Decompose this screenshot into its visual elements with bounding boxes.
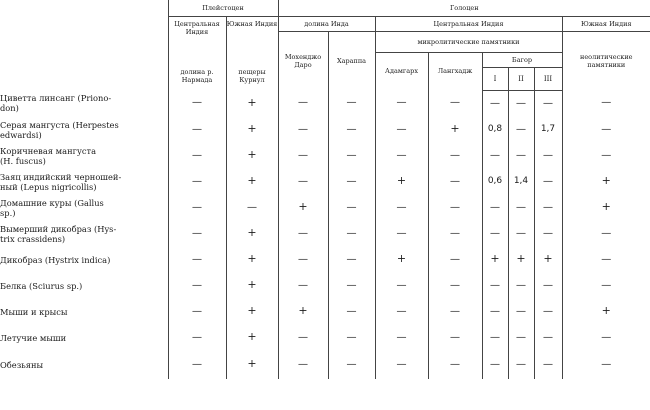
header-harappa: Хараппа xyxy=(328,32,375,91)
data-cell xyxy=(534,90,562,117)
data-cell xyxy=(168,221,226,247)
data-cell xyxy=(226,117,278,143)
data-cell xyxy=(482,169,508,195)
absent-mark: — xyxy=(298,175,308,187)
data-cell xyxy=(375,195,428,221)
data-cell xyxy=(328,221,375,247)
data-cell xyxy=(278,169,328,195)
data-cell xyxy=(226,299,278,325)
data-cell xyxy=(168,351,226,379)
absent-mark: — xyxy=(346,279,357,291)
present-mark: + xyxy=(247,330,257,343)
absent-mark: — xyxy=(346,305,357,317)
data-cell xyxy=(168,247,226,273)
header-bagor-2: II xyxy=(508,67,534,90)
present-mark: + xyxy=(298,200,308,213)
present-mark: + xyxy=(298,304,308,317)
data-cell xyxy=(562,351,650,379)
absent-mark: — xyxy=(192,175,202,187)
data-cell xyxy=(375,143,428,169)
species-name xyxy=(0,299,168,325)
header-bagor-3: III xyxy=(534,67,562,90)
data-cell xyxy=(328,117,375,143)
absent-mark: — xyxy=(396,201,407,213)
data-cell xyxy=(534,117,562,143)
absent-mark: — xyxy=(516,201,526,213)
absent-mark: — xyxy=(192,358,202,370)
data-cell xyxy=(534,221,562,247)
absent-mark: — xyxy=(543,279,553,291)
data-cell xyxy=(168,299,226,325)
data-cell xyxy=(534,351,562,379)
species-name-line: Дикобраз (Hystrix indica) xyxy=(0,254,111,265)
present-mark: + xyxy=(247,226,257,239)
data-cell xyxy=(562,247,650,273)
absent-mark: — xyxy=(192,97,202,109)
species-name-line: Вымерший дикобраз (Hys- xyxy=(0,223,117,234)
data-cell xyxy=(534,273,562,299)
species-name-line: Летучие мыши xyxy=(0,332,67,343)
data-cell xyxy=(562,221,650,247)
absent-mark: — xyxy=(490,149,500,161)
data-cell xyxy=(278,117,328,143)
data-cell xyxy=(168,325,226,351)
table-row xyxy=(0,221,650,247)
header-bagor: Багор xyxy=(482,52,562,67)
data-cell xyxy=(375,247,428,273)
data-cell xyxy=(226,351,278,379)
absent-mark: — xyxy=(247,201,257,213)
absent-mark: — xyxy=(396,123,407,135)
species-name-line: Обезьяны xyxy=(0,359,44,370)
present-mark: + xyxy=(247,278,257,291)
data-cell xyxy=(562,299,650,325)
data-cell xyxy=(482,325,508,351)
data-cell xyxy=(226,90,278,117)
absent-mark: — xyxy=(601,331,612,343)
data-cell xyxy=(375,221,428,247)
data-cell xyxy=(534,247,562,273)
absent-mark: — xyxy=(516,123,526,135)
data-cell xyxy=(226,195,278,221)
absent-mark: — xyxy=(601,279,612,291)
absent-mark: — xyxy=(516,227,526,239)
data-cell xyxy=(328,195,375,221)
absent-mark: — xyxy=(543,149,553,161)
data-cell xyxy=(562,90,650,117)
data-cell xyxy=(278,247,328,273)
data-cell xyxy=(168,90,226,117)
absent-mark: — xyxy=(396,149,407,161)
header-microlithic: микролитические памятники xyxy=(375,32,562,53)
data-cell xyxy=(482,247,508,273)
species-name-line: Заяц индийский черношей- xyxy=(0,171,122,182)
absent-mark: — xyxy=(298,279,308,291)
data-cell xyxy=(168,117,226,143)
header-col-kurnul xyxy=(226,17,278,91)
data-cell xyxy=(375,273,428,299)
absent-mark: — xyxy=(490,305,500,317)
header-neolithic: неолитические памятники xyxy=(562,32,650,91)
data-cell xyxy=(562,143,650,169)
present-mark: + xyxy=(450,122,460,135)
header-mohenjo-daro: Мохенджо Даро xyxy=(278,32,328,91)
header-south-india: Южная Индия xyxy=(226,20,278,28)
absent-mark: — xyxy=(192,227,202,239)
absent-mark: — xyxy=(298,253,308,265)
data-cell xyxy=(428,299,482,325)
species-name-line: Домашние куры (Gallus xyxy=(0,197,104,208)
absent-mark: — xyxy=(346,227,357,239)
header-narmada: долина р. Нармада xyxy=(180,68,214,84)
value-mark: 1,7 xyxy=(540,124,556,134)
data-cell xyxy=(482,143,508,169)
absent-mark: — xyxy=(450,253,460,265)
absent-mark: — xyxy=(298,123,308,135)
absent-mark: — xyxy=(450,279,460,291)
absent-mark: — xyxy=(450,97,460,109)
present-mark: + xyxy=(247,357,257,370)
data-cell xyxy=(375,325,428,351)
absent-mark: — xyxy=(543,175,553,187)
present-mark: + xyxy=(601,174,611,187)
header-bagor-1: I xyxy=(482,67,508,90)
data-cell xyxy=(375,351,428,379)
species-name-line: Мыши и крысы xyxy=(0,306,68,317)
header-pleistocene: Плейстоцен xyxy=(168,0,278,17)
absent-mark: — xyxy=(346,331,357,343)
data-cell xyxy=(428,90,482,117)
absent-mark: — xyxy=(450,305,460,317)
absent-mark: — xyxy=(298,358,308,370)
absent-mark: — xyxy=(192,201,202,213)
header-indus-valley: долина Инда xyxy=(278,17,375,32)
data-cell xyxy=(328,325,375,351)
species-name-line: trix crassidens) xyxy=(0,233,66,244)
table-row xyxy=(0,195,650,221)
present-mark: + xyxy=(543,252,553,265)
species-name-line: ный (Lepus nigricollis) xyxy=(0,181,97,192)
absent-mark: — xyxy=(516,331,526,343)
data-cell xyxy=(562,273,650,299)
data-cell xyxy=(375,90,428,117)
data-cell xyxy=(428,195,482,221)
species-name-line: edwardsi) xyxy=(0,129,42,140)
present-mark: + xyxy=(396,174,407,187)
data-cell xyxy=(482,299,508,325)
species-name-line: don) xyxy=(0,103,19,114)
species-name xyxy=(0,351,168,379)
absent-mark: — xyxy=(192,331,202,343)
data-cell xyxy=(508,247,534,273)
absent-mark: — xyxy=(601,253,612,265)
data-cell xyxy=(534,299,562,325)
species-name xyxy=(0,247,168,273)
absent-mark: — xyxy=(450,175,460,187)
absent-mark: — xyxy=(346,253,357,265)
table-row xyxy=(0,273,650,299)
header-kurnul: пещеры Курнул xyxy=(238,68,266,84)
data-cell xyxy=(508,221,534,247)
data-cell xyxy=(428,351,482,379)
absent-mark: — xyxy=(346,123,357,135)
table-row xyxy=(0,143,650,169)
data-cell xyxy=(226,325,278,351)
species-name xyxy=(0,273,168,299)
data-cell xyxy=(226,169,278,195)
absent-mark: — xyxy=(543,227,553,239)
data-cell xyxy=(508,169,534,195)
absent-mark: — xyxy=(543,97,553,109)
data-cell xyxy=(508,143,534,169)
data-cell xyxy=(482,90,508,117)
data-cell xyxy=(328,90,375,117)
data-cell xyxy=(428,143,482,169)
absent-mark: — xyxy=(490,201,500,213)
data-cell xyxy=(508,273,534,299)
data-cell xyxy=(534,169,562,195)
species-name xyxy=(0,169,168,195)
absent-mark: — xyxy=(601,123,612,135)
absent-mark: — xyxy=(450,149,460,161)
absent-mark: — xyxy=(396,227,407,239)
table-row xyxy=(0,299,650,325)
absent-mark: — xyxy=(450,331,460,343)
table-row xyxy=(0,169,650,195)
data-cell xyxy=(168,143,226,169)
data-cell xyxy=(226,273,278,299)
data-cell xyxy=(168,195,226,221)
data-cell xyxy=(428,247,482,273)
absent-mark: — xyxy=(298,149,308,161)
value-mark: 0,6 xyxy=(487,176,503,186)
present-mark: + xyxy=(247,174,257,187)
data-cell xyxy=(278,325,328,351)
absent-mark: — xyxy=(601,149,612,161)
table-row xyxy=(0,117,650,143)
data-cell xyxy=(428,221,482,247)
data-cell xyxy=(278,221,328,247)
species-column-header xyxy=(0,0,168,90)
data-cell xyxy=(562,169,650,195)
absent-mark: — xyxy=(516,149,526,161)
table-row xyxy=(0,351,650,379)
data-cell xyxy=(428,117,482,143)
data-cell xyxy=(482,351,508,379)
present-mark: + xyxy=(247,95,257,109)
absent-mark: — xyxy=(601,97,612,109)
data-cell xyxy=(428,169,482,195)
data-cell xyxy=(226,247,278,273)
data-cell xyxy=(328,273,375,299)
data-cell xyxy=(278,195,328,221)
data-cell xyxy=(508,195,534,221)
data-cell xyxy=(328,143,375,169)
present-mark: + xyxy=(247,148,257,161)
table-row xyxy=(0,247,650,273)
species-name xyxy=(0,117,168,143)
absent-mark: — xyxy=(396,331,407,343)
table-row xyxy=(0,325,650,351)
data-cell xyxy=(508,117,534,143)
present-mark: + xyxy=(247,122,257,135)
data-cell xyxy=(328,169,375,195)
absent-mark: — xyxy=(346,175,357,187)
data-cell xyxy=(508,90,534,117)
data-cell xyxy=(375,169,428,195)
data-cell xyxy=(278,143,328,169)
absent-mark: — xyxy=(298,227,308,239)
present-mark: + xyxy=(396,252,407,265)
table-header xyxy=(0,0,650,90)
header-langhnaj: Лангхадж xyxy=(428,52,482,90)
data-cell xyxy=(328,351,375,379)
absent-mark: — xyxy=(516,97,526,109)
data-cell xyxy=(482,195,508,221)
absent-mark: — xyxy=(450,201,460,213)
data-cell xyxy=(562,325,650,351)
data-cell xyxy=(534,143,562,169)
data-cell xyxy=(168,273,226,299)
data-cell xyxy=(328,299,375,325)
data-cell xyxy=(428,325,482,351)
absent-mark: — xyxy=(346,358,357,370)
absent-mark: — xyxy=(396,358,407,370)
species-name xyxy=(0,90,168,117)
data-cell xyxy=(562,117,650,143)
header-central-india-holocene: Центральная Индия xyxy=(375,17,562,32)
absent-mark: — xyxy=(543,305,553,317)
header-adamgarh: Адамгарх xyxy=(375,52,428,90)
absent-mark: — xyxy=(543,331,553,343)
data-cell xyxy=(534,195,562,221)
present-mark: + xyxy=(601,200,611,213)
data-cell xyxy=(534,325,562,351)
absent-mark: — xyxy=(516,305,526,317)
absent-mark: — xyxy=(192,305,202,317)
species-name-line: Белка (Sciurus sp.) xyxy=(0,280,83,291)
header-south-india-holocene: Южная Индия xyxy=(562,17,650,32)
data-cell xyxy=(428,273,482,299)
data-cell xyxy=(375,117,428,143)
table-row xyxy=(0,90,650,117)
data-cell xyxy=(482,221,508,247)
absent-mark: — xyxy=(192,123,202,135)
absent-mark: — xyxy=(543,201,553,213)
data-cell xyxy=(482,117,508,143)
absent-mark: — xyxy=(516,358,526,370)
absent-mark: — xyxy=(192,149,202,161)
table-body xyxy=(0,90,650,379)
absent-mark: — xyxy=(490,358,500,370)
data-cell xyxy=(278,90,328,117)
absent-mark: — xyxy=(346,149,357,161)
header-col-narmada xyxy=(168,17,226,91)
data-cell xyxy=(508,325,534,351)
absent-mark: — xyxy=(490,331,500,343)
data-cell xyxy=(278,351,328,379)
species-name xyxy=(0,143,168,169)
species-name-line: Коричневая мангуста xyxy=(0,145,97,156)
data-cell xyxy=(508,351,534,379)
value-mark: 0,8 xyxy=(487,124,503,134)
species-name xyxy=(0,195,168,221)
present-mark: + xyxy=(247,304,257,317)
present-mark: + xyxy=(247,252,257,265)
absent-mark: — xyxy=(346,201,357,213)
absent-mark: — xyxy=(490,97,500,109)
absent-mark: — xyxy=(192,253,202,265)
header-central-india: Центральная Индия xyxy=(174,20,220,36)
data-cell xyxy=(482,273,508,299)
header-holocene: Голоцен xyxy=(278,0,650,17)
species-name-line: (H. fuscus) xyxy=(0,155,46,166)
present-mark: + xyxy=(490,252,500,265)
data-cell xyxy=(226,143,278,169)
species-name-line: sp.) xyxy=(0,207,16,218)
absent-mark: — xyxy=(490,227,500,239)
absent-mark: — xyxy=(601,227,612,239)
species-name-line: Циветта линсанг (Priono- xyxy=(0,93,112,104)
data-cell xyxy=(278,299,328,325)
data-cell xyxy=(226,221,278,247)
absent-mark: — xyxy=(450,358,460,370)
species-name xyxy=(0,325,168,351)
absent-mark: — xyxy=(192,279,202,291)
data-cell xyxy=(328,247,375,273)
absent-mark: — xyxy=(396,97,407,109)
data-cell xyxy=(168,169,226,195)
absent-mark: — xyxy=(601,358,612,370)
absent-mark: — xyxy=(396,279,407,291)
data-cell xyxy=(278,273,328,299)
absent-mark: — xyxy=(450,227,460,239)
present-mark: + xyxy=(516,252,526,265)
absent-mark: — xyxy=(516,279,526,291)
absent-mark: — xyxy=(396,305,407,317)
data-cell xyxy=(508,299,534,325)
present-mark: + xyxy=(601,304,611,317)
species-name-line: Серая мангуста (Herpestes xyxy=(0,119,119,130)
absent-mark: — xyxy=(346,97,357,109)
absent-mark: — xyxy=(543,358,553,370)
absent-mark: — xyxy=(298,97,308,109)
absent-mark: — xyxy=(298,331,308,343)
data-cell xyxy=(562,195,650,221)
absent-mark: — xyxy=(490,279,500,291)
data-cell xyxy=(375,299,428,325)
value-mark: 1,4 xyxy=(513,176,529,186)
species-name xyxy=(0,221,168,247)
